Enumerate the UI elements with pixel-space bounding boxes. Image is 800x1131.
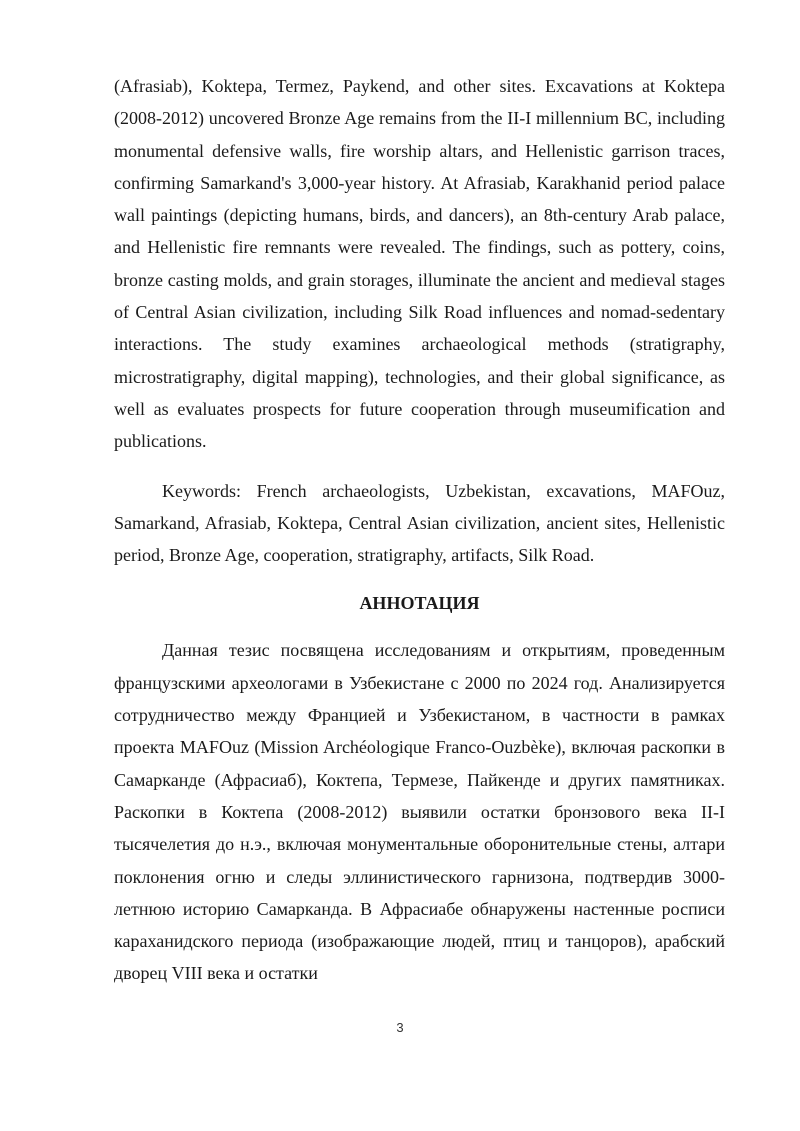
annotation-heading: АННОТАЦИЯ — [359, 593, 480, 614]
keywords-paragraph: Keywords: French archaeologists, Uzbekistan, excavations, MAFOuz, Samarkand, Afrasiab, Koktepa, Central Asian civilization, ancient sites, Hellenistic period, Bronze Age, cooperation, stratigraphy, artifacts, Silk Road. — [114, 480, 725, 566]
document-page — [114, 70, 725, 990]
abstract-continuation-paragraph: (Afrasiab), Koktepa, Termez, Paykend, and other sites. Excavations at Koktepa (2008-2012) uncovered Bronze Age remains from the II-I millennium BC, including monumental defensive walls, fire worship altars, and Hellenistic garrison traces, confirming Samarkand's 3,000-year history. At Afrasiab, Karakhanid period palace wall paintings (depicting humans, birds, and dancers), an 8th-century Arab palace, and Hellenistic fire remnants were revealed. The findings, such as pottery, coins, bronze casting molds, and grain storages, illuminate the ancient and medieval stages of Central Asian civilization, including Silk Road influences and nomad-sedentary interactions. The study examines archaeological methods (stratigraphy, microstratigraphy, digital mapping), technologies, and their global significance, as well as evaluates prospects for future cooperation through museumification and publications. — [114, 76, 725, 452]
page-number: 3 — [396, 1020, 404, 1035]
annotation-paragraph: Данная тезис посвящена исследованиям и открытиям, проведенным французскими археологами в Узбекистане с 2000 по 2024 год. Анализируется сотрудничество между Францией и Узбекистаном, в частности в рамках проекта MAFOuz (Mission Archéologique Franco-Ouzbèke), включая раскопки в Самарканде (Афрасиаб), Коктепа, Термезе, Пайкенде и других памятниках. Раскопки в Коктепа (2008-2012) выявили остатки бронзового века II-I тысячелетия до н.э., включая монументальные оборонительные стены, алтари поклонения огню и следы эллинистического гарнизона, подтвердив 3000-летнюю историю Самарканда. В Афрасиабе обнаружены настенные росписи караханидского периода (изображающие людей, птиц и танцоров), арабский дворец VIII века и остатки — [114, 640, 725, 984]
